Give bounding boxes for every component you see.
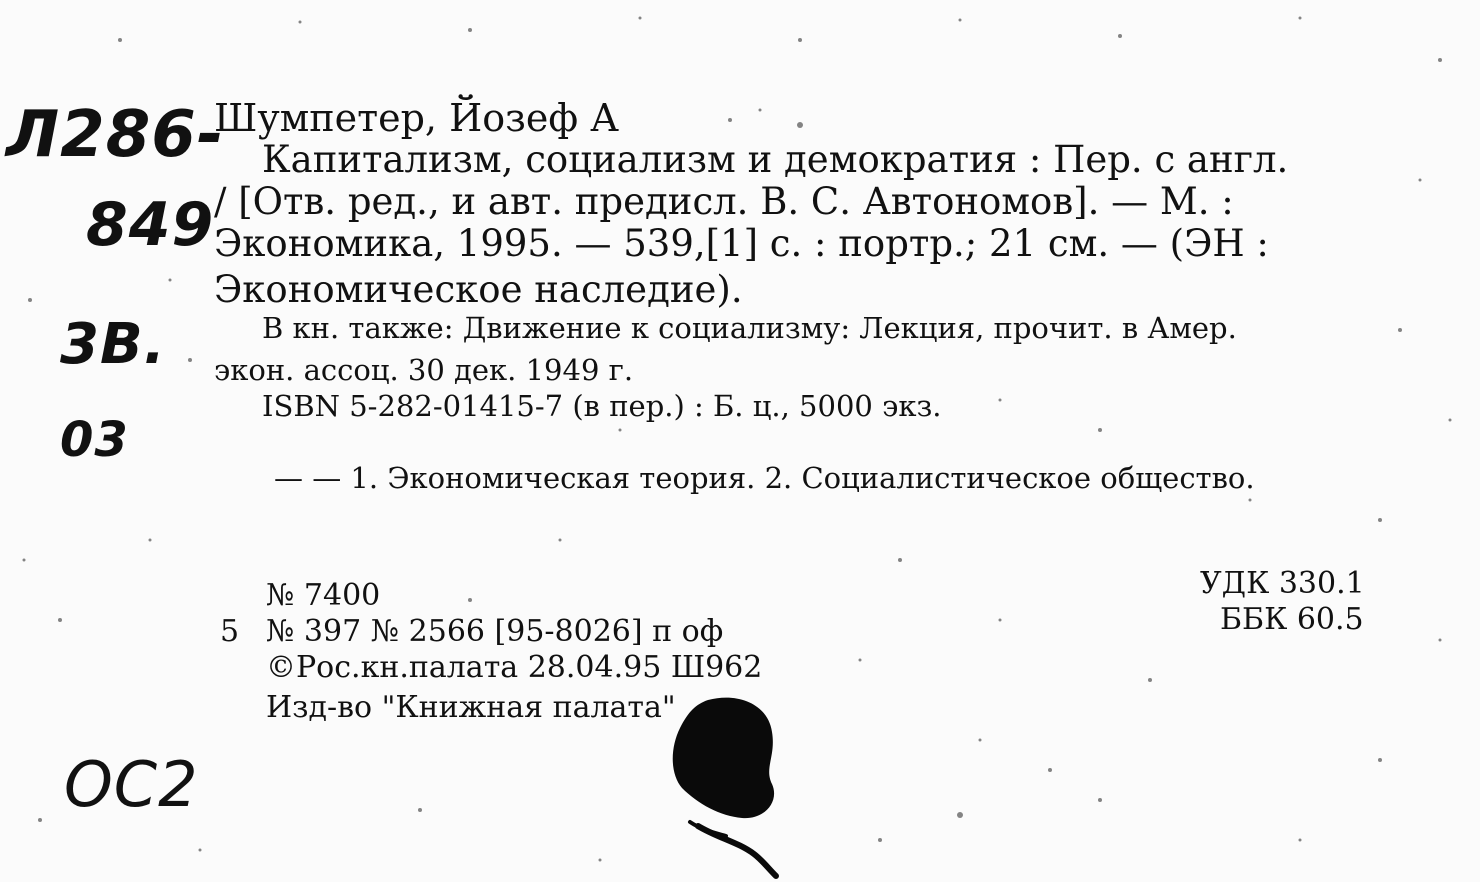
- handwritten-code-2: 03: [60, 412, 129, 468]
- card-number: № 7400: [266, 578, 381, 613]
- author-heading: Шумпетер, Йозеф А: [214, 96, 619, 140]
- subject-headings: — — 1. Экономическая теория. 2. Социалистическое общество.: [274, 461, 1255, 495]
- registration-numbers: № 397 № 2566 [95-8026] п оф: [266, 614, 724, 649]
- series-line: Экономическое наследие).: [214, 268, 743, 311]
- isbn-line: ISBN 5-282-01415-7 (в пер.) : Б. ц., 5000 экз.: [262, 389, 942, 423]
- handwritten-code: 3В.: [60, 312, 166, 377]
- title-line: Капитализм, социализм и демократия : Пер. с англ.: [262, 138, 1289, 181]
- udk-code: УДК 330.1: [1200, 566, 1365, 601]
- imprint-line: Экономика, 1995. — 539,[1] с. : портр.; 21 см. — (ЭН :: [214, 222, 1269, 265]
- handwritten-note: ОС2: [64, 748, 199, 821]
- contents-note: В кн. также: Движение к социализму: Лекция, прочит. в Амер.: [262, 311, 1237, 345]
- margin-number: 5: [220, 614, 240, 649]
- ink-blot: [668, 692, 798, 882]
- responsibility-line: / [Отв. ред., и авт. предисл. В. С. Автономов]. — М. :: [214, 180, 1234, 223]
- handwritten-shelf-mark: Л286-: [6, 98, 225, 172]
- publisher-line: Изд-во "Книжная палата": [266, 690, 676, 725]
- contents-note-cont: экон. ассоц. 30 дек. 1949 г.: [214, 353, 634, 387]
- bbk-code: ББК 60.5: [1220, 602, 1364, 637]
- handwritten-shelf-number: 849: [86, 190, 215, 260]
- copyright-line: ©Рос.кн.палата 28.04.95 Ш962: [266, 650, 763, 685]
